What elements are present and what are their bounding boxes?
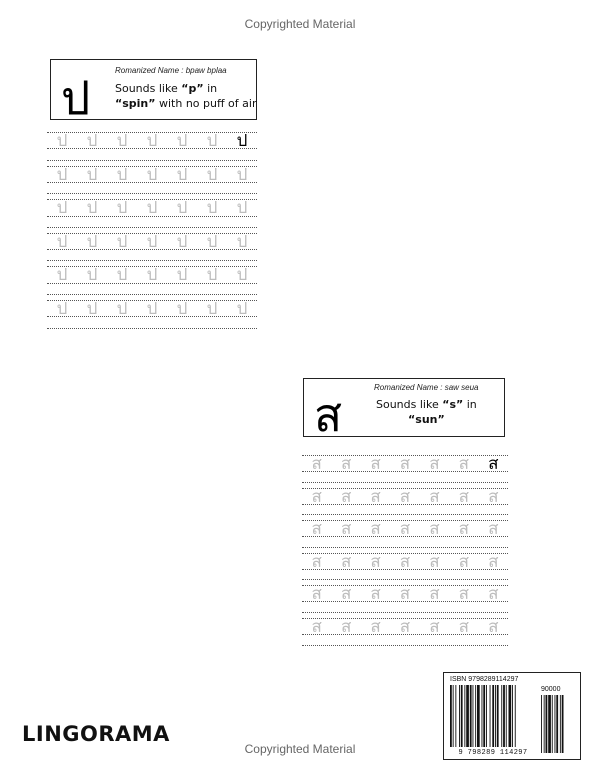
trace-letter: ส (340, 551, 352, 572)
trace-letter: ส (311, 584, 322, 605)
trace-letter: ส (458, 486, 470, 507)
barcode-bar (512, 685, 513, 747)
trace-letter: ส (458, 616, 470, 637)
trace-letter: ส (458, 551, 470, 572)
barcode-bar (482, 685, 483, 747)
trace-letter: ป (116, 298, 128, 319)
barcode-bar (473, 685, 474, 747)
barcode-bar (464, 685, 465, 747)
trace-letter: ส (458, 519, 470, 540)
trace-letter: ส (370, 519, 381, 540)
pronunciation-hint: Sounds like “p” in “spin” with no puff of air (115, 82, 257, 110)
trace-letter: ส (488, 519, 499, 540)
trace-letter: ส (488, 551, 499, 572)
pronunciation-hint: Sounds like “s” in “sun” (376, 398, 477, 426)
barcode-bar (461, 685, 463, 747)
trace-letter: ป (236, 198, 248, 219)
practice-rows-saw (302, 453, 508, 649)
barcode-digits: 9 798289 114297 (458, 749, 528, 757)
isbn-label: ISBN 9798289114297 (450, 676, 519, 683)
trace-letter: ส (399, 454, 411, 474)
card-letter: ส (314, 388, 343, 442)
trace-letter: ป (176, 231, 188, 252)
barcode-bar (483, 685, 485, 747)
trace-letter: ป (86, 164, 98, 185)
trace-letter: ส (340, 519, 352, 540)
trace-letter: ป (206, 131, 218, 151)
trace-letter: ส (399, 486, 411, 507)
guide-line (47, 260, 257, 261)
trace-letter: ป (206, 265, 218, 286)
trace-letter: ป (86, 298, 98, 319)
guide-line (302, 514, 508, 515)
guide-line (302, 579, 508, 580)
trace-letter: ส (370, 551, 381, 572)
price-code: 90000 (541, 686, 561, 693)
trace-letter: ป (56, 164, 68, 185)
trace-letter: ป (146, 131, 158, 151)
trace-letter: ป (146, 164, 158, 185)
trace-letter: ป (206, 231, 218, 252)
barcode-bar (486, 685, 487, 747)
tracing-row (302, 551, 508, 584)
guide-line (47, 328, 257, 329)
trace-letter: ป (236, 164, 248, 185)
tracing-row (302, 518, 508, 551)
barcode-bar (470, 685, 472, 747)
guide-line (302, 482, 508, 483)
tracing-row (47, 164, 257, 198)
romanized-name: Romanized Name : saw seua (374, 383, 479, 392)
trace-letter: ป (56, 265, 68, 286)
trace-letter: ป (116, 164, 128, 185)
tracing-row (302, 616, 508, 649)
trace-letter: ส (311, 616, 322, 637)
guide-line (302, 612, 508, 613)
trace-letter: ส (429, 616, 440, 637)
romanized-name: Romanized Name : bpaw bplaa (115, 66, 227, 75)
tracing-row (47, 264, 257, 298)
guide-line (47, 227, 257, 228)
trace-letter: ป (86, 198, 98, 219)
trace-letter: ส (488, 486, 499, 507)
trace-letter: ป (206, 298, 218, 319)
trace-letter: ส (429, 584, 440, 605)
tracing-row (302, 486, 508, 519)
trace-letter: ส (340, 584, 352, 605)
trace-letter: ป (116, 231, 128, 252)
trace-letter: ป (206, 164, 218, 185)
barcode-bar (503, 685, 505, 747)
tracing-row (47, 298, 257, 332)
trace-letter: ส (458, 584, 470, 605)
trace-letter: ป (146, 198, 158, 219)
barcode-bar (490, 685, 491, 747)
guide-line (47, 160, 257, 161)
barcode-bar (450, 685, 452, 747)
trace-letter: ป (116, 265, 128, 286)
trace-letter: ป (86, 265, 98, 286)
trace-letter: ป (176, 265, 188, 286)
letter-card-saw (303, 378, 505, 442)
guide-line (47, 294, 257, 295)
barcode-bar (459, 685, 460, 747)
trace-letter: ป (176, 298, 188, 319)
barcode-bar (509, 685, 512, 747)
trace-letter: ส (429, 519, 440, 540)
copyright-footer: Copyrighted Material (244, 742, 356, 756)
copyright-header: Copyrighted Material (244, 17, 356, 31)
trace-letter: ป (236, 131, 248, 151)
barcode-bar (506, 685, 507, 747)
trace-letter: ส (429, 454, 440, 474)
tracing-row (47, 197, 257, 231)
barcode-bar (466, 685, 469, 747)
barcode-bar (492, 685, 494, 747)
tracing-row (47, 130, 257, 164)
trace-letter: ส (311, 519, 322, 540)
barcode-bar (455, 685, 456, 747)
trace-letter: ป (56, 131, 68, 151)
trace-letter: ป (56, 198, 68, 219)
trace-letter: ส (429, 486, 440, 507)
trace-letter: ป (176, 198, 188, 219)
barcode-bar (495, 685, 496, 747)
guide-line (302, 645, 508, 646)
lingorama-logo: LINGORAMA (22, 722, 170, 746)
trace-letter: ส (311, 551, 322, 572)
tracing-row (302, 453, 508, 486)
trace-letter: ส (458, 454, 470, 474)
trace-letter: ป (206, 198, 218, 219)
barcode-bar (477, 685, 480, 747)
trace-letter: ป (176, 164, 188, 185)
trace-letter: ส (399, 551, 411, 572)
trace-letter: ส (399, 584, 411, 605)
trace-letter: ส (370, 486, 381, 507)
trace-letter: ส (399, 616, 411, 637)
trace-letter: ส (399, 519, 411, 540)
trace-letter: ส (340, 616, 352, 637)
trace-letter: ป (116, 198, 128, 219)
tracing-row (302, 583, 508, 616)
trace-letter: ป (86, 231, 98, 252)
trace-letter: ส (488, 584, 499, 605)
trace-letter: ป (56, 231, 68, 252)
trace-letter: ส (488, 616, 499, 637)
trace-letter: ป (146, 265, 158, 286)
trace-letter: ป (236, 231, 248, 252)
trace-letter: ป (236, 298, 248, 319)
trace-letter: ส (340, 486, 352, 507)
trace-letter: ส (340, 454, 352, 474)
barcode-bar (497, 685, 499, 747)
trace-letter: ส (311, 454, 322, 474)
trace-letter: ส (311, 486, 322, 507)
trace-letter: ป (86, 131, 98, 151)
trace-letter: ส (370, 584, 381, 605)
trace-letter: ส (429, 551, 440, 572)
trace-letter: ส (370, 454, 381, 474)
trace-letter: ป (176, 131, 188, 151)
trace-letter: ป (56, 298, 68, 319)
trace-letter: ส (370, 616, 381, 637)
guide-line (47, 193, 257, 194)
practice-rows-bpaw (47, 130, 257, 332)
tracing-row (47, 231, 257, 265)
barcode-bar (501, 685, 502, 747)
barcode-bar (453, 685, 454, 747)
guide-line (302, 547, 508, 548)
barcode-bar (515, 685, 516, 747)
trace-letter: ส (488, 454, 499, 474)
letter-card-bpaw (50, 59, 257, 125)
trace-letter: ป (146, 298, 158, 319)
card-letter: ป (61, 71, 91, 125)
barcode-bar (475, 685, 476, 747)
trace-letter: ป (116, 131, 128, 151)
trace-letter: ป (146, 231, 158, 252)
trace-letter: ป (236, 265, 248, 286)
